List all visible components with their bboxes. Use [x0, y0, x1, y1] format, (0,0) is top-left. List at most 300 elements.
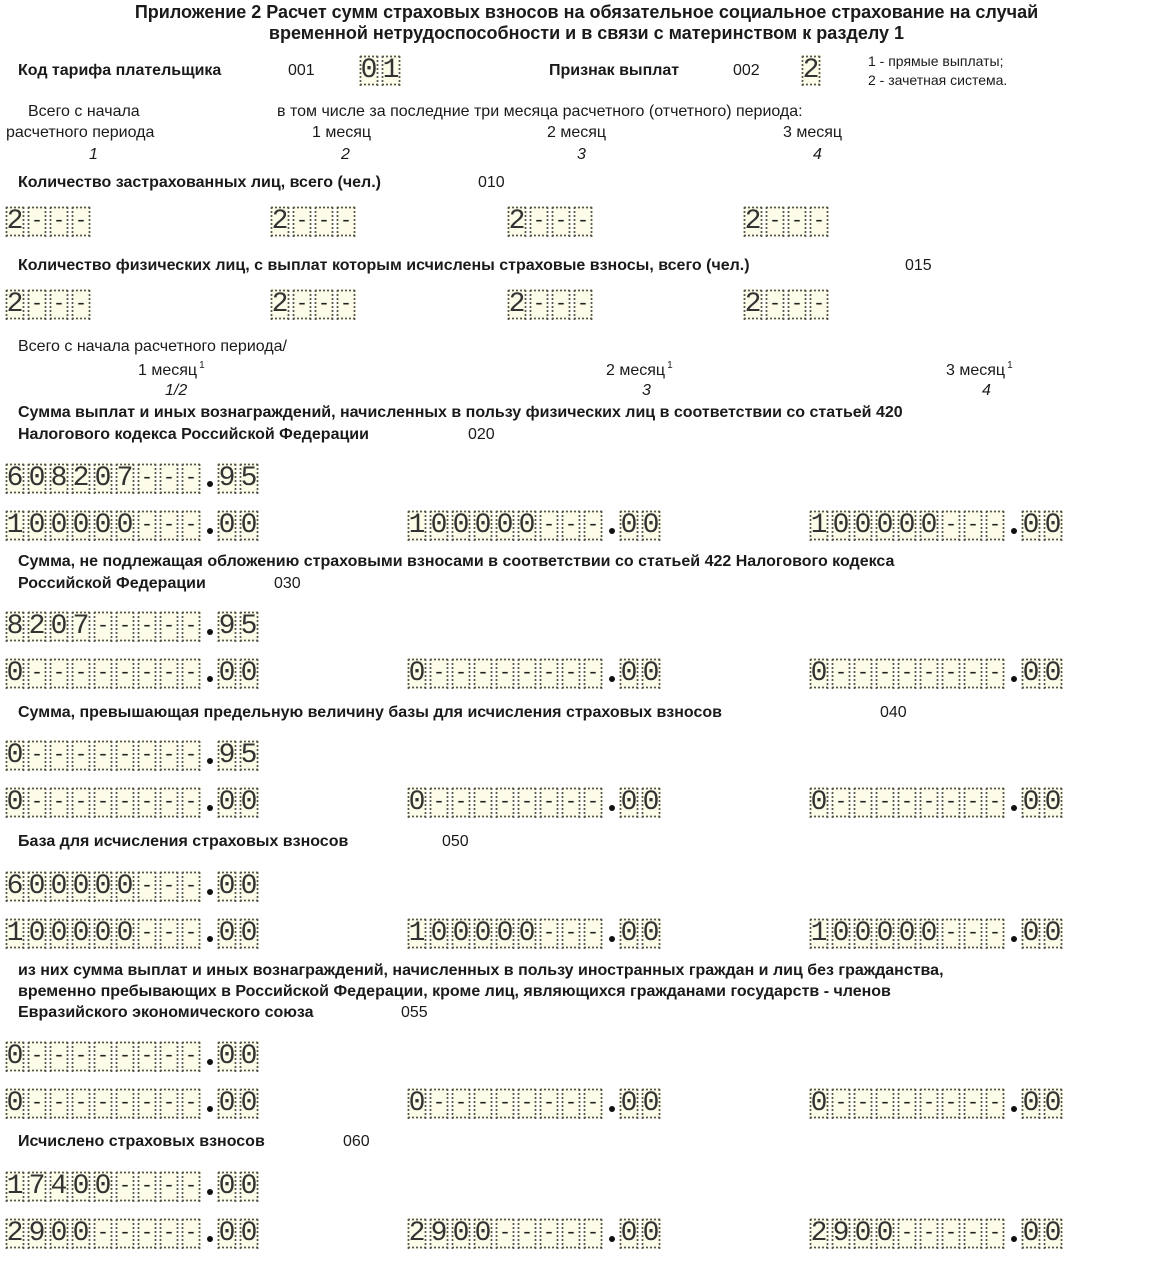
- field-060-month-3[interactable]: [809, 1218, 1065, 1249]
- row-055-label-1: из них сумма выплат и иных вознаграждений, начисленных в пользу иностранных граждан и лиц без гражданства,: [18, 962, 944, 979]
- char-cell: 0: [6, 658, 24, 689]
- field-055-total[interactable]: [5, 1041, 261, 1072]
- char-cell: -: [517, 658, 537, 689]
- char-cell: -: [941, 787, 961, 818]
- char-cell: 0: [496, 510, 514, 541]
- char-cell: -: [115, 1041, 135, 1072]
- col-mid-number-1: 1/2: [165, 382, 188, 399]
- char-cell: -: [875, 658, 895, 689]
- form-title-line-2: временной нетрудоспособности и в связи с материнством к разделу 1: [268, 23, 905, 43]
- char-cell: 5: [240, 463, 258, 494]
- char-cell: -: [787, 289, 807, 320]
- char-cell: -: [495, 658, 515, 689]
- decimal-point: [1007, 658, 1021, 689]
- char-cell: -: [919, 1218, 939, 1249]
- char-cell: 0: [452, 1218, 470, 1249]
- char-cell: 0: [620, 658, 638, 689]
- char-cell: -: [573, 206, 593, 237]
- char-cell: -: [963, 1088, 983, 1119]
- char-cell: 0: [72, 510, 90, 541]
- decimal-point: [203, 463, 217, 494]
- char-cell: 0: [50, 510, 68, 541]
- char-cell: -: [181, 510, 201, 541]
- char-cell: 0: [240, 787, 258, 818]
- char-cell: 9: [218, 463, 236, 494]
- row-010-label: Количество застрахованных лиц, всего (чел.): [18, 174, 381, 191]
- decimal-point: [1007, 1088, 1021, 1119]
- char-cell: 0: [240, 658, 258, 689]
- col-mid-number-2: 3: [642, 382, 651, 399]
- field-055-month-3[interactable]: [809, 1088, 1065, 1119]
- char-cell: -: [809, 289, 829, 320]
- char-cell: 0: [408, 1088, 426, 1119]
- char-cell: 7: [28, 1171, 46, 1202]
- char-cell: 4: [50, 1171, 68, 1202]
- char-cell: 0: [1044, 658, 1062, 689]
- char-cell: 0: [72, 871, 90, 902]
- char-cell: -: [137, 611, 157, 642]
- char-cell: -: [451, 658, 471, 689]
- field-020-total[interactable]: [5, 463, 261, 494]
- char-cell: 0: [876, 1218, 894, 1249]
- char-cell: 0: [240, 1041, 258, 1072]
- char-cell: 0: [898, 510, 916, 541]
- char-cell: -: [963, 918, 983, 949]
- char-cell: 1: [6, 1171, 24, 1202]
- payments-sign-line-code: 002: [733, 62, 760, 79]
- col-mid-month-2: 2 месяц $^1$: [606, 360, 673, 379]
- char-cell: -: [583, 658, 603, 689]
- col-total-label-1: Всего с начала: [28, 103, 140, 120]
- char-cell: -: [473, 658, 493, 689]
- field-050-month-1[interactable]: [5, 918, 261, 949]
- char-cell: -: [853, 1088, 873, 1119]
- char-cell: -: [181, 918, 201, 949]
- char-cell: -: [451, 787, 471, 818]
- char-cell: -: [27, 740, 47, 771]
- char-cell: -: [517, 1218, 537, 1249]
- char-cell: 8: [6, 611, 24, 642]
- decimal-point: [605, 1218, 619, 1249]
- char-cell: 0: [1044, 510, 1062, 541]
- char-cell: 0: [1044, 787, 1062, 818]
- char-cell: 0: [1044, 1218, 1062, 1249]
- char-cell: -: [137, 463, 157, 494]
- decimal-point: [203, 871, 217, 902]
- char-cell: 0: [218, 1041, 236, 1072]
- char-cell: -: [27, 289, 47, 320]
- char-cell: 0: [218, 918, 236, 949]
- field-015-total[interactable]: [5, 289, 93, 320]
- char-cell: -: [985, 1218, 1005, 1249]
- field-060-total[interactable]: [5, 1171, 261, 1202]
- char-cell: 9: [430, 1218, 448, 1249]
- char-cell: 0: [642, 918, 660, 949]
- char-cell: -: [49, 1088, 69, 1119]
- char-cell: 0: [1044, 1088, 1062, 1119]
- char-cell: -: [539, 658, 559, 689]
- char-cell: -: [517, 787, 537, 818]
- decimal-point: [605, 510, 619, 541]
- char-cell: -: [985, 918, 1005, 949]
- char-cell: 7: [72, 611, 90, 642]
- field-030-month-3[interactable]: [809, 658, 1065, 689]
- char-cell: 9: [832, 1218, 850, 1249]
- char-cell: -: [71, 1088, 91, 1119]
- char-cell: 0: [452, 918, 470, 949]
- field-015-month-1[interactable]: [270, 289, 358, 320]
- field-050-month-3[interactable]: [809, 918, 1065, 949]
- field-010-total[interactable]: [5, 206, 93, 237]
- char-cell: -: [49, 206, 69, 237]
- char-cell: 0: [6, 1088, 24, 1119]
- col-number-3: 3: [577, 146, 586, 163]
- char-cell: -: [181, 1088, 201, 1119]
- char-cell: 0: [240, 918, 258, 949]
- char-cell: 0: [620, 918, 638, 949]
- char-cell: -: [919, 658, 939, 689]
- decimal-point: [203, 740, 217, 771]
- field-040-month-3[interactable]: [809, 787, 1065, 818]
- char-cell: -: [897, 1088, 917, 1119]
- field-030-month-1[interactable]: [5, 658, 261, 689]
- char-cell: 7: [116, 463, 134, 494]
- char-cell: 0: [474, 918, 492, 949]
- char-cell: -: [314, 289, 334, 320]
- char-cell: -: [115, 658, 135, 689]
- row-060-label: Исчислено страховых взносов: [18, 1133, 265, 1150]
- char-cell: -: [985, 1088, 1005, 1119]
- char-cell: -: [159, 658, 179, 689]
- char-cell: -: [292, 206, 312, 237]
- char-cell: 0: [920, 510, 938, 541]
- char-cell: -: [573, 289, 593, 320]
- col-mid-number-3: 4: [982, 382, 991, 399]
- char-cell: -: [27, 206, 47, 237]
- char-cell: -: [551, 289, 571, 320]
- char-cell: -: [137, 787, 157, 818]
- char-cell: -: [809, 206, 829, 237]
- col-number-1: 1: [89, 146, 98, 163]
- char-cell: 0: [94, 871, 112, 902]
- char-cell: 2: [744, 206, 762, 237]
- char-cell: 2: [810, 1218, 828, 1249]
- field-010-month-2[interactable]: [507, 206, 595, 237]
- char-cell: -: [495, 787, 515, 818]
- char-cell: -: [181, 1041, 201, 1072]
- char-cell: -: [336, 289, 356, 320]
- char-cell: 0: [94, 1171, 112, 1202]
- char-cell: -: [831, 1088, 851, 1119]
- char-cell: 0: [1022, 510, 1040, 541]
- char-cell: -: [159, 787, 179, 818]
- char-cell: 0: [496, 918, 514, 949]
- row-040-code: 040: [880, 704, 907, 721]
- char-cell: -: [429, 1088, 449, 1119]
- char-cell: -: [529, 206, 549, 237]
- field-030-month-2[interactable]: [407, 658, 663, 689]
- char-cell: -: [897, 787, 917, 818]
- char-cell: -: [561, 918, 581, 949]
- char-cell: 0: [50, 918, 68, 949]
- char-cell: -: [561, 1088, 581, 1119]
- char-cell: -: [941, 1088, 961, 1119]
- payments-sign-field[interactable]: [801, 55, 823, 86]
- char-cell: -: [561, 1218, 581, 1249]
- char-cell: 0: [620, 510, 638, 541]
- char-cell: -: [583, 1088, 603, 1119]
- char-cell: 1: [6, 918, 24, 949]
- char-cell: -: [181, 871, 201, 902]
- char-cell: 0: [1022, 918, 1040, 949]
- char-cell: 0: [50, 1218, 68, 1249]
- char-cell: 9: [28, 1218, 46, 1249]
- char-cell: -: [292, 289, 312, 320]
- char-cell: 0: [28, 463, 46, 494]
- char-cell: -: [71, 740, 91, 771]
- char-cell: -: [159, 871, 179, 902]
- char-cell: 5: [240, 740, 258, 771]
- char-cell: -: [583, 787, 603, 818]
- field-010-month-1[interactable]: [270, 206, 358, 237]
- char-cell: 0: [6, 740, 24, 771]
- char-cell: -: [473, 787, 493, 818]
- char-cell: 0: [1022, 658, 1040, 689]
- field-055-month-1[interactable]: [5, 1088, 261, 1119]
- col-total-label-2: расчетного периода: [6, 124, 155, 141]
- char-cell: 0: [430, 918, 448, 949]
- field-020-month-1[interactable]: [5, 510, 261, 541]
- char-cell: 2: [72, 463, 90, 494]
- field-020-month-2[interactable]: [407, 510, 663, 541]
- char-cell: -: [159, 611, 179, 642]
- decimal-point: [203, 787, 217, 818]
- char-cell: -: [561, 510, 581, 541]
- char-cell: 8: [50, 463, 68, 494]
- char-cell: -: [181, 1171, 201, 1202]
- char-cell: -: [93, 787, 113, 818]
- char-cell: 0: [6, 787, 24, 818]
- char-cell: -: [539, 1088, 559, 1119]
- field-050-total[interactable]: [5, 871, 261, 902]
- char-cell: -: [451, 1088, 471, 1119]
- char-cell: -: [897, 658, 917, 689]
- char-cell: 9: [218, 740, 236, 771]
- decimal-point: [203, 510, 217, 541]
- field-030-total[interactable]: [5, 611, 261, 642]
- char-cell: 0: [430, 510, 448, 541]
- field-050-month-2[interactable]: [407, 918, 663, 949]
- char-cell: 0: [1022, 1218, 1040, 1249]
- char-cell: -: [181, 787, 201, 818]
- char-cell: -: [159, 463, 179, 494]
- row-010-code: 010: [478, 174, 505, 191]
- char-cell: -: [115, 1218, 135, 1249]
- char-cell: -: [181, 740, 201, 771]
- col-month-1-label: 1 месяц: [312, 124, 372, 141]
- char-cell: 0: [518, 918, 536, 949]
- char-cell: -: [71, 658, 91, 689]
- char-cell: -: [71, 787, 91, 818]
- char-cell: 2: [408, 1218, 426, 1249]
- char-cell: -: [159, 1171, 179, 1202]
- row-050-code: 050: [442, 833, 469, 850]
- char-cell: 0: [832, 510, 850, 541]
- field-040-month-1[interactable]: [5, 787, 261, 818]
- char-cell: -: [93, 658, 113, 689]
- decimal-point: [605, 658, 619, 689]
- char-cell: 0: [408, 658, 426, 689]
- decimal-point: [605, 918, 619, 949]
- char-cell: -: [71, 289, 91, 320]
- char-cell: 0: [620, 787, 638, 818]
- char-cell: -: [539, 1218, 559, 1249]
- char-cell: 0: [218, 871, 236, 902]
- char-cell: -: [941, 1218, 961, 1249]
- payments-sign-note-2: 2 - зачетная система.: [868, 72, 1008, 88]
- char-cell: 0: [1044, 918, 1062, 949]
- decimal-point: [203, 658, 217, 689]
- char-cell: 0: [240, 1088, 258, 1119]
- tariff-code-field[interactable]: [359, 55, 403, 86]
- char-cell: -: [985, 510, 1005, 541]
- char-cell: 1: [6, 510, 24, 541]
- char-cell: 0: [240, 871, 258, 902]
- char-cell: 0: [6, 1041, 24, 1072]
- char-cell: -: [495, 1088, 515, 1119]
- field-060-month-2[interactable]: [407, 1218, 663, 1249]
- char-cell: -: [181, 611, 201, 642]
- char-cell: 0: [810, 787, 828, 818]
- char-cell: -: [93, 740, 113, 771]
- field-060-month-1[interactable]: [5, 1218, 261, 1249]
- col-mid-month-3: 3 месяц $^1$: [946, 360, 1013, 379]
- char-cell: 2: [6, 206, 24, 237]
- tariff-label: Код тарифа плательщика: [18, 62, 222, 79]
- char-cell: -: [963, 787, 983, 818]
- char-cell: -: [93, 1088, 113, 1119]
- field-015-month-3[interactable]: [743, 289, 831, 320]
- char-cell: 0: [474, 1218, 492, 1249]
- char-cell: -: [963, 510, 983, 541]
- field-020-month-3[interactable]: [809, 510, 1065, 541]
- char-cell: -: [181, 463, 201, 494]
- decimal-point: [1007, 787, 1021, 818]
- field-055-month-2[interactable]: [407, 1088, 663, 1119]
- char-cell: -: [583, 918, 603, 949]
- char-cell: 0: [642, 787, 660, 818]
- row-030-label-2: Российской Федерации: [18, 575, 206, 592]
- char-cell: -: [853, 787, 873, 818]
- col-mid-month-1: 1 месяц $^1$: [138, 360, 205, 379]
- char-cell: 1: [810, 510, 828, 541]
- char-cell: 2: [271, 206, 289, 237]
- field-040-total[interactable]: [5, 740, 261, 771]
- char-cell: 0: [832, 918, 850, 949]
- char-cell: 0: [810, 1088, 828, 1119]
- char-cell: -: [49, 787, 69, 818]
- char-cell: -: [159, 1041, 179, 1072]
- char-cell: 0: [72, 1171, 90, 1202]
- char-cell: -: [115, 1088, 135, 1119]
- char-cell: -: [159, 1088, 179, 1119]
- char-cell: 1: [810, 918, 828, 949]
- char-cell: -: [539, 787, 559, 818]
- char-cell: 0: [72, 1218, 90, 1249]
- char-cell: 0: [898, 918, 916, 949]
- char-cell: 0: [240, 1218, 258, 1249]
- char-cell: -: [429, 658, 449, 689]
- char-cell: -: [137, 658, 157, 689]
- col-incl-label: в том числе за последние три месяца расчетного (отчетного) периода:: [277, 103, 803, 120]
- char-cell: -: [787, 206, 807, 237]
- char-cell: 0: [94, 463, 112, 494]
- char-cell: -: [159, 1218, 179, 1249]
- char-cell: 0: [620, 1218, 638, 1249]
- char-cell: 2: [6, 1218, 24, 1249]
- char-cell: 0: [72, 918, 90, 949]
- char-cell: 2: [744, 289, 762, 320]
- char-cell: -: [137, 918, 157, 949]
- row-015-label: Количество физических лиц, с выплат которым исчислены страховые взносы, всего (чел.): [18, 257, 750, 274]
- char-cell: -: [49, 1041, 69, 1072]
- char-cell: -: [919, 787, 939, 818]
- char-cell: -: [919, 1088, 939, 1119]
- char-cell: 2: [508, 289, 526, 320]
- char-cell: -: [897, 1218, 917, 1249]
- decimal-point: [203, 1171, 217, 1202]
- char-cell: -: [27, 787, 47, 818]
- decimal-point: [1007, 1218, 1021, 1249]
- char-cell: -: [93, 1218, 113, 1249]
- decimal-point: [1007, 510, 1021, 541]
- char-cell: 2: [271, 289, 289, 320]
- char-cell: 0: [518, 510, 536, 541]
- char-cell: 0: [854, 1218, 872, 1249]
- row-050-label: База для исчисления страховых взносов: [18, 833, 349, 850]
- char-cell: -: [765, 206, 785, 237]
- char-cell: 0: [28, 510, 46, 541]
- row-055-code: 055: [401, 1004, 428, 1021]
- char-cell: 0: [218, 787, 236, 818]
- char-cell: 0: [474, 510, 492, 541]
- payments-sign-label: Признак выплат: [549, 62, 680, 79]
- char-cell: -: [985, 658, 1005, 689]
- char-cell: -: [473, 1088, 493, 1119]
- col-total-period-label: Всего с начала расчетного периода/: [18, 338, 287, 355]
- field-040-month-2[interactable]: [407, 787, 663, 818]
- char-cell: -: [159, 918, 179, 949]
- char-cell: -: [137, 1171, 157, 1202]
- char-cell: 0: [854, 510, 872, 541]
- char-cell: -: [137, 1041, 157, 1072]
- field-010-month-3[interactable]: [743, 206, 831, 237]
- char-cell: 0: [50, 611, 68, 642]
- char-cell: -: [71, 1041, 91, 1072]
- char-cell: 0: [642, 1218, 660, 1249]
- char-cell: 0: [360, 55, 378, 86]
- char-cell: -: [159, 740, 179, 771]
- char-cell: 0: [810, 658, 828, 689]
- char-cell: 0: [116, 510, 134, 541]
- char-cell: -: [963, 658, 983, 689]
- decimal-point: [605, 787, 619, 818]
- char-cell: 0: [876, 510, 894, 541]
- char-cell: -: [963, 1218, 983, 1249]
- form-title-line-1: Приложение 2 Расчет сумм страховых взносов на обязательное социальное страхование на случай: [134, 2, 1039, 22]
- field-015-month-2[interactable]: [507, 289, 595, 320]
- char-cell: 0: [642, 510, 660, 541]
